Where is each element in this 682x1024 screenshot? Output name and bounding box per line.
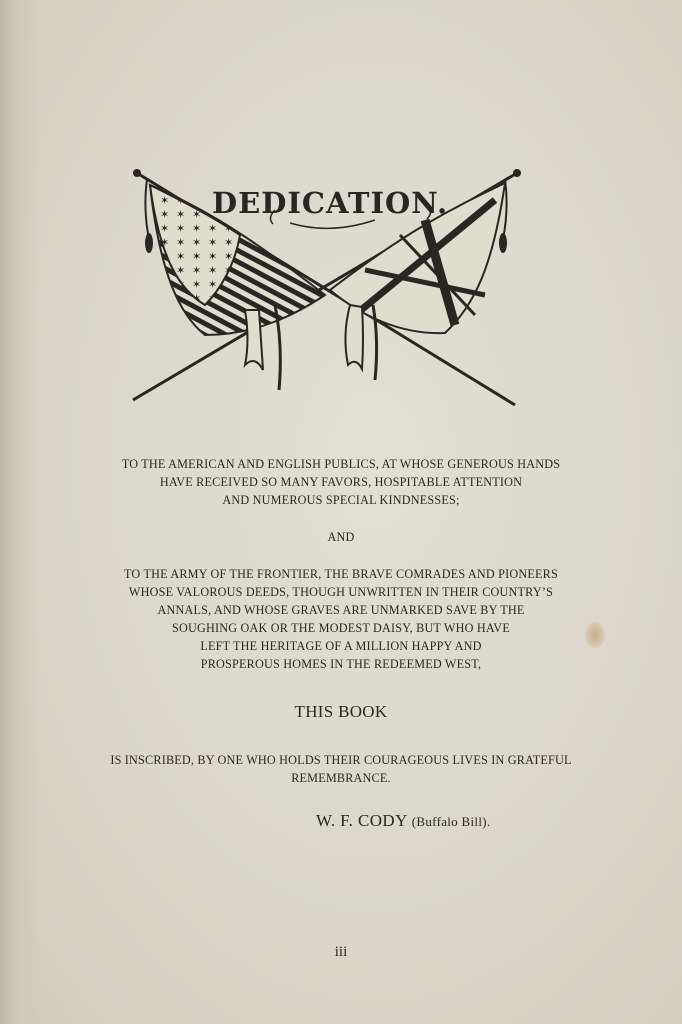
this-book-line: THIS BOOK bbox=[294, 702, 388, 721]
paragraph3-line: IS INSCRIBED, BY ONE WHO HOLDS THEIR COURAGEOUS LIVES IN GRATEFUL bbox=[110, 753, 572, 767]
signature-name: W. F. CODY bbox=[316, 811, 408, 830]
dedication-heading: DEDICATION. bbox=[211, 186, 449, 220]
paragraph1-line: HAVE RECEIVED SO MANY FAVORS, HOSPITABLE ATTENTION bbox=[159, 475, 523, 489]
signature bbox=[316, 811, 490, 831]
page-number: iii bbox=[334, 944, 348, 960]
paragraph3-line: REMEMBRANCE. bbox=[291, 771, 391, 785]
paragraph2-line: PROSPEROUS HOMES IN THE REDEEMED WEST, bbox=[200, 657, 482, 671]
paragraph2-line: ANNALS, AND WHOSE GRAVES ARE UNMARKED SAVE BY THE bbox=[157, 603, 525, 617]
signature-alias: (Buffalo Bill). bbox=[411, 814, 491, 829]
paragraph2-line: SOUGHING OAK OR THE MODEST DAISY, BUT WHO HAVE bbox=[172, 621, 510, 635]
page-gutter-shadow bbox=[0, 0, 40, 1024]
crossed-flags-emblem bbox=[125, 165, 525, 415]
paragraph2-line: LEFT THE HERITAGE OF A MILLION HAPPY AND bbox=[200, 639, 482, 653]
paragraph2-line: WHOSE VALOROUS DEEDS, THOUGH UNWRITTEN IN THEIR COUNTRY’S bbox=[128, 585, 554, 599]
paragraph2-line: TO THE ARMY OF THE FRONTIER, THE BRAVE COMRADES AND PIONEERS bbox=[124, 567, 558, 581]
paragraph1-line: TO THE AMERICAN AND ENGLISH PUBLICS, AT WHOSE GENEROUS HANDS bbox=[121, 457, 561, 471]
conjunction-and: AND bbox=[327, 530, 355, 544]
paragraph1-line: AND NUMEROUS SPECIAL KINDNESSES; bbox=[222, 493, 460, 507]
